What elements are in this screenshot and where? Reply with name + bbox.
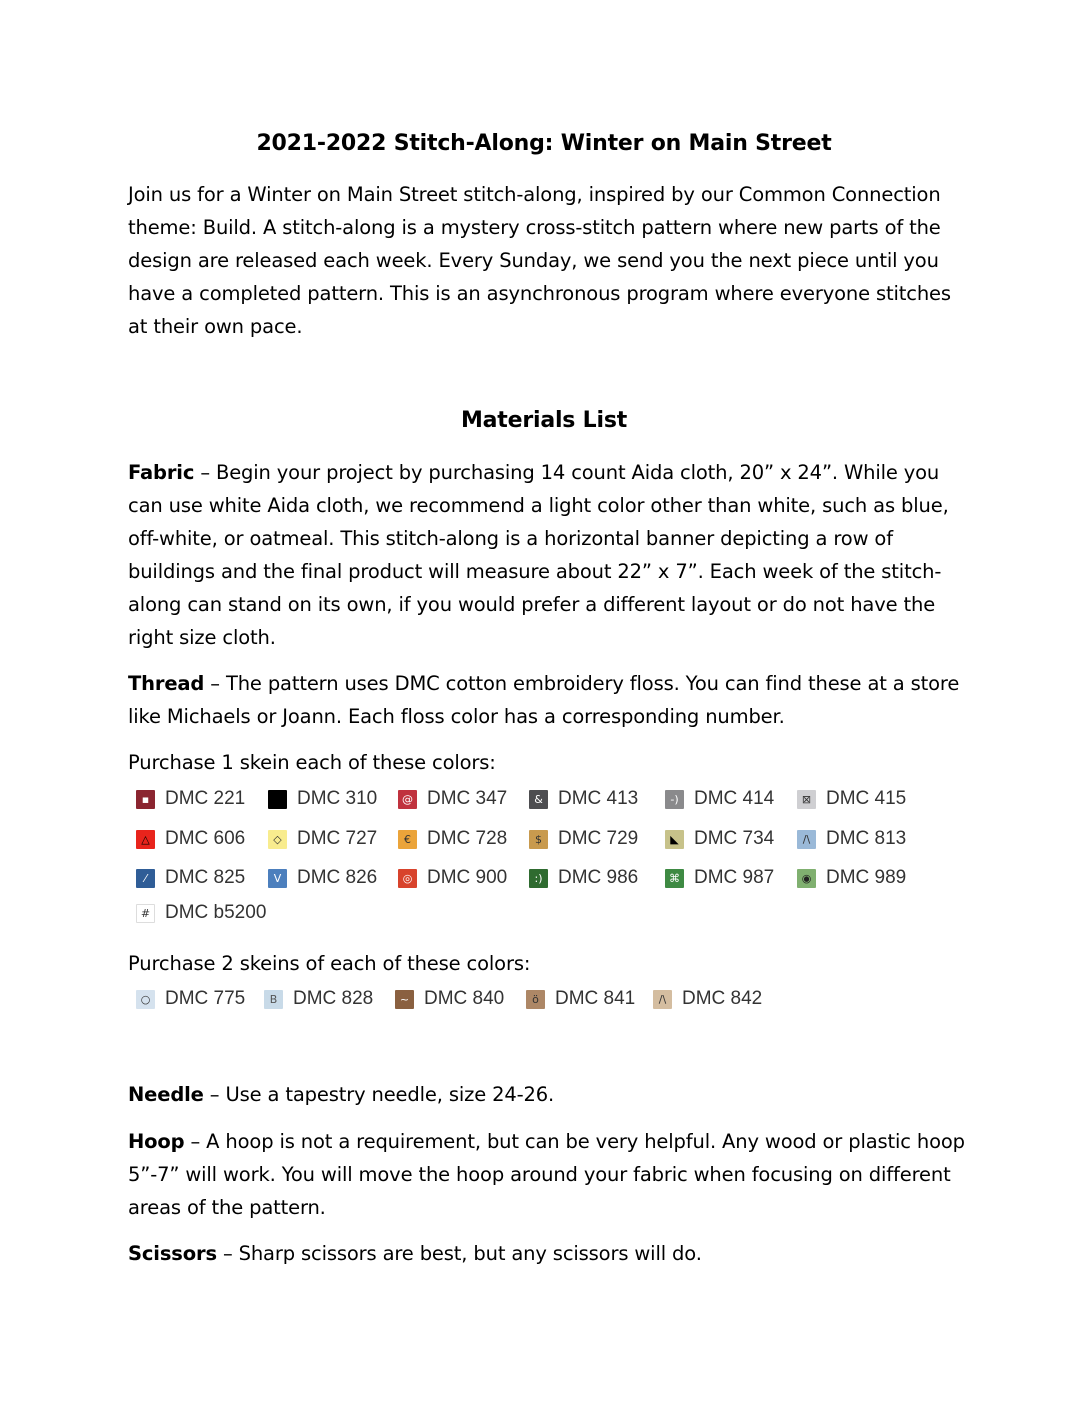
color-name: DMC 840 [424,988,505,1009]
color-chip-icon: @ [398,790,417,809]
color-name: DMC 415 [826,788,907,809]
purchase-one-label: Purchase 1 skein each of these colors: [128,751,496,774]
page-title: 2021-2022 Stitch-Along: Winter on Main Street [256,131,832,156]
color-name: DMC 734 [694,828,775,849]
color-swatch [653,987,762,1011]
hoop-paragraph [128,1125,968,1224]
hoop-label: Hoop [128,1130,185,1153]
color-swatch [526,987,635,1011]
color-name: DMC 775 [165,988,246,1009]
materials-heading: Materials List [460,408,628,433]
color-chip-icon: ~ [395,990,414,1009]
hoop-text: – A hoop is not a requirement, but can be very helpful. Any wood or plastic hoop 5”-7” will work. You will move the hoop around your fabric when focusing on different areas of the pattern. [128,1130,965,1219]
color-chip-icon: ○ [136,990,155,1009]
color-chip-icon: ⊠ [797,790,816,809]
color-name: DMC 828 [293,988,374,1009]
color-name: DMC 413 [558,788,639,809]
fabric-text: – Begin your project by purchasing 14 count Aida cloth, 20” x 24”. While you can use white Aida cloth, we recommend a light color other than white, such as blue, off-white, or oatmeal. This stitch-along is a horizontal banner depicting a row of buildings and the final product will measure about 22” x 7”. Each week of the stitch-along can stand on its own, if you would prefer a different layout or do not have the right size cloth. [128,461,949,649]
color-name: DMC 310 [297,788,378,809]
scissors-text: – Sharp scissors are best, but any scissors will do. [216,1242,702,1265]
color-chip-icon: ▪ [136,790,155,809]
color-name: DMC 989 [826,867,907,888]
color-name: DMC 606 [165,828,246,849]
thread-text: – The pattern uses DMC cotton embroidery floss. You can find these at a store like Michaels or Joann. Each floss color has a corresponding number. [128,672,960,728]
color-name: DMC 842 [682,988,763,1009]
scissors-paragraph [128,1237,968,1270]
scissors-label: Scissors [128,1242,217,1265]
fabric-label: Fabric [128,461,195,484]
thread-label: Thread [128,672,205,695]
color-chip-icon: /\ [653,990,672,1009]
color-chip-icon: ◎ [398,869,417,888]
color-chip-icon: # [136,904,155,923]
color-chip-icon: ◉ [797,869,816,888]
color-chip-icon: /\ [797,830,816,849]
color-name: DMC 414 [694,788,775,809]
color-name: DMC 727 [297,828,378,849]
color-chip-icon: ö [526,990,545,1009]
color-name: DMC 825 [165,867,246,888]
color-chip-icon: ◇ [268,830,287,849]
color-name: DMC 826 [297,867,378,888]
needle-paragraph [128,1078,968,1111]
color-swatch [264,987,373,1011]
color-chip-icon: B [264,990,283,1009]
color-chip-icon: & [529,790,548,809]
purchase-two-label: Purchase 2 skeins of each of these colors: [128,952,531,975]
color-swatch [395,987,504,1011]
color-chip-icon: ◣ [665,830,684,849]
color-name: DMC 987 [694,867,775,888]
color-chip-icon: :) [529,869,548,888]
color-chip-icon: $ [529,830,548,849]
color-name: DMC 900 [427,867,508,888]
color-name: DMC b5200 [165,902,267,923]
color-name: DMC 813 [826,828,907,849]
intro-paragraph: Join us for a Winter on Main Street stitch-along, inspired by our Common Connection theme: Build. A stitch-along is a mystery cross-stitch pattern where new parts of the design are released each week. Every Sunday, we send you the next piece until you have a completed pattern. This is an asynchronous program where everyone stitches at their own pace. [128,183,951,338]
color-swatch [136,987,245,1011]
color-chip-icon: ⌘ [665,869,684,888]
color-chip-icon: △ [136,830,155,849]
color-chip-icon: € [398,830,417,849]
needle-label: Needle [128,1083,204,1106]
color-chip-icon: -) [665,790,684,809]
color-name: DMC 729 [558,828,639,849]
color-name: DMC 221 [165,788,246,809]
color-name: DMC 841 [555,988,636,1009]
color-chip-icon: V [268,869,287,888]
color-name: DMC 986 [558,867,639,888]
color-name: DMC 347 [427,788,508,809]
needle-text: – Use a tapestry needle, size 24-26. [203,1083,555,1106]
color-chip-icon: ⁄ [136,869,155,888]
color-name: DMC 728 [427,828,508,849]
